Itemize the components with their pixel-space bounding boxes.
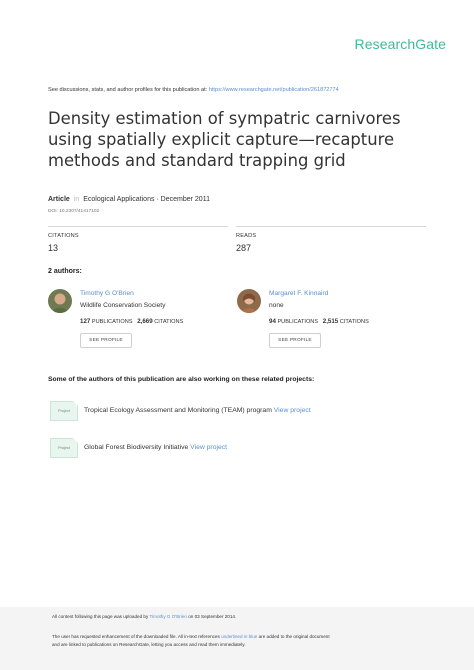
project-icon — [50, 438, 78, 458]
enhancement-text: The user has requested enhancement of the downloaded file. All in-text references — [52, 634, 222, 639]
citations-count: 13 — [48, 243, 59, 253]
underlined-link[interactable]: underlined in blue — [221, 634, 258, 639]
project-icon-label: Project — [58, 446, 70, 450]
upload-note-text: All content following this page was uploaded by — [52, 614, 150, 619]
author-publications-count: 127 — [80, 318, 91, 325]
author-photo-icon — [237, 289, 261, 313]
doi: DOI: 10.2307/41417102 — [48, 209, 100, 214]
author-avatar[interactable] — [237, 289, 261, 313]
page-title — [48, 108, 448, 171]
reads-divider — [236, 226, 426, 227]
project-name: Tropical Ecology Assessment and Monitoring (TEAM) program — [84, 407, 274, 414]
author-citations-count: 2,515 — [322, 318, 339, 325]
project-item — [84, 444, 227, 451]
project-icon — [50, 401, 78, 421]
author-publications-label: PUBLICATIONS — [277, 319, 319, 325]
see-profile-button[interactable]: SEE PROFILE — [269, 333, 321, 348]
enhancement-text-end: are added to the original document — [257, 634, 330, 639]
top-note — [48, 87, 339, 93]
researchgate-logo[interactable]: ResearchGate — [354, 36, 446, 52]
footer — [0, 607, 474, 670]
view-project-link[interactable]: View project — [190, 444, 228, 451]
view-project-link[interactable]: View project — [273, 407, 311, 414]
project-icon-label: Project — [58, 409, 70, 413]
author-name-link[interactable]: Margaret F. Kinnaird — [269, 290, 329, 297]
project-name: Global Forest Biodiversity Initiative — [84, 444, 191, 451]
upload-date-text: on 03 September 2014. — [186, 614, 237, 619]
author-institution: none — [269, 302, 284, 309]
author-avatar[interactable] — [48, 289, 72, 313]
author-citations-label: CITATIONS — [154, 319, 184, 325]
upload-note — [52, 614, 236, 619]
author-name-link[interactable]: Timothy G O'Brien — [80, 290, 134, 297]
citations-divider — [48, 226, 228, 227]
publication-url-link[interactable]: https://www.researchgate.net/publication/261872774 — [208, 87, 339, 93]
article-meta — [48, 196, 210, 203]
author-citations-label: CITATIONS — [339, 319, 369, 325]
citations-label: CITATIONS — [48, 233, 79, 239]
meta-separator: in — [73, 196, 80, 203]
uploader-link[interactable]: Timothy G O'Brien — [149, 614, 187, 619]
author-institution: Wildlife Conservation Society — [80, 302, 166, 309]
top-note-text: See discussions, stats, and author profiles for this publication at: — [48, 87, 209, 93]
projects-heading: Some of the authors of this publication are also working on these related projects: — [48, 376, 315, 383]
enhancement-note — [52, 634, 330, 639]
enhancement-note-line2: and are linked to publications on ResearchGate, letting you access and read them immediately. — [52, 642, 246, 647]
author-photo-icon — [48, 289, 72, 313]
title-line-2: using spatially explicit capture—recapture — [48, 130, 395, 149]
title-line-1: Density estimation of sympatric carnivores — [48, 109, 401, 128]
title-line-3: methods and standard trapping grid — [48, 151, 346, 170]
authors-heading: 2 authors: — [48, 268, 82, 275]
author-stats — [80, 318, 183, 325]
reads-count: 287 — [236, 243, 252, 253]
author-citations-count: 2,669 — [137, 318, 153, 325]
article-type: Article — [48, 196, 70, 203]
project-item — [84, 407, 311, 414]
author-publications-count: 94 — [269, 318, 276, 325]
reads-label: READS — [236, 233, 257, 239]
author-publications-label: PUBLICATIONS — [91, 319, 133, 325]
author-stats — [269, 318, 369, 325]
see-profile-button[interactable]: SEE PROFILE — [80, 333, 132, 348]
journal-info: Ecological Applications · December 2011 — [83, 196, 210, 203]
